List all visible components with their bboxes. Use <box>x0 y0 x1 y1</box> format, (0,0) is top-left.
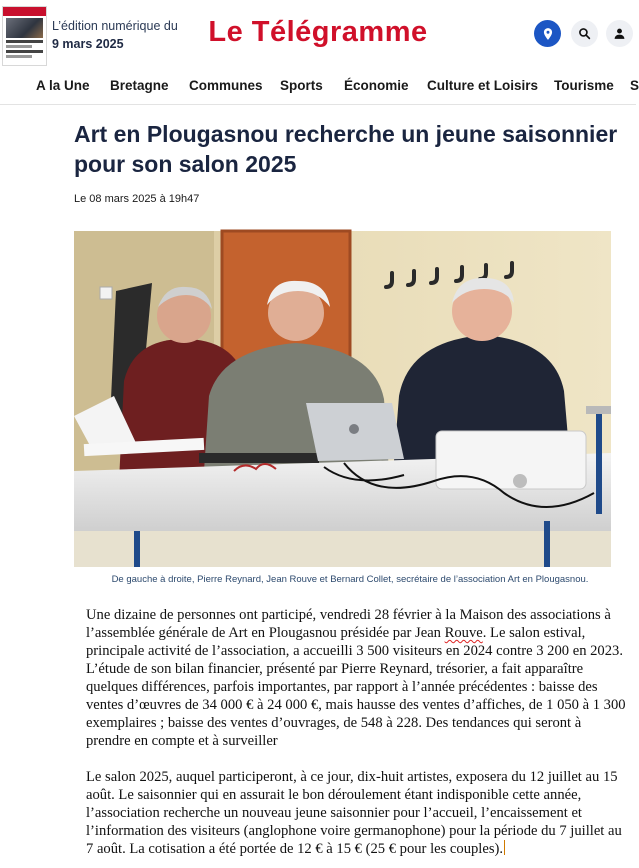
edition-label: L’édition numérique du <box>52 19 178 33</box>
article-body <box>86 606 626 858</box>
site-logo[interactable]: Le Télégramme <box>208 16 428 48</box>
photo-caption: De gauche à droite, Pierre Reynard, Jean Rouve et Bernard Collet, secrétaire de l’association Art en Plougasnou. <box>111 574 589 585</box>
article-title: Art en Plougasnou recherche un jeune saisonnier pour son salon 2025 <box>74 121 618 177</box>
nav-item-a-la-une[interactable]: A la Une <box>36 78 90 93</box>
article-photo[interactable] <box>74 231 611 567</box>
paragraph-text: . Le salon estival, principale activité de l’association, a accueilli 3 500 visiteurs en 2024 contre 3 200 en 2023. L’étude de son bilan financier, présenté par Pierre Reynard, trésorier, a fait apparaître quelques différences, parfois importantes, par rapport à l’année précédentes : baisse des ventes d’œuvres de 34 000 € à 24 000 €, mais hausse des ventes d’affiches, de 1 050 à 1 300 exemplaires ; baisse des ventes d’ouvrages, de 548 à 228. Des tendances qui seront à prendre en compte et à surveiller <box>86 625 626 749</box>
thumbnail-headline <box>6 50 43 53</box>
search-button[interactable] <box>571 20 598 47</box>
site-header <box>0 0 636 68</box>
location-button[interactable] <box>534 20 561 47</box>
location-icon <box>541 27 555 41</box>
main-navigation <box>0 68 639 105</box>
thumbnail-subline <box>6 55 32 58</box>
paragraph-text: Le salon 2025, auquel participeront, à ce jour, dix-huit artistes, exposera du 12 juillet au 15 août. Le saisonnier qui en assurait le bon déroulement étant indisponible cette année, l’association recherche un nouveau jeune saisonnier pour l’accueil, l’encaissement et l’information des visiteurs (anglophone voire germanophone) pour la période du 7 juillet au 7 août. La cotisation a été portée de 12 € à 15 € (25 € pour les couples). <box>86 769 622 857</box>
account-button[interactable] <box>606 20 633 47</box>
nav-item-sports[interactable]: Sports <box>280 78 323 93</box>
text-cursor <box>504 840 505 855</box>
article-date: Le 08 mars 2025 à 19h47 <box>74 193 200 205</box>
nav-item-bretagne[interactable]: Bretagne <box>110 78 169 93</box>
user-icon <box>613 27 626 40</box>
nav-item-overflow[interactable]: S <box>630 78 639 93</box>
nav-item-tourisme[interactable]: Tourisme <box>554 78 614 93</box>
thumbnail-brand-strip <box>3 7 46 16</box>
edition-date: 9 mars 2025 <box>52 37 124 51</box>
misspelled-word[interactable]: Rouve <box>444 625 483 641</box>
article-paragraph <box>86 768 626 858</box>
paragraph-text: Une dizaine de personnes ont participé, vendredi 28 février à la Maison des associations à l’assemblée générale de Art en Plougasnou présidée par Jean <box>86 607 611 641</box>
nav-item-communes[interactable]: Communes <box>189 78 263 93</box>
nav-item-culture-et-loisirs[interactable]: Culture et Loisirs <box>427 78 539 93</box>
nav-item-economie[interactable]: Économie <box>344 78 409 93</box>
search-icon <box>578 27 591 40</box>
article-paragraph <box>86 606 626 750</box>
